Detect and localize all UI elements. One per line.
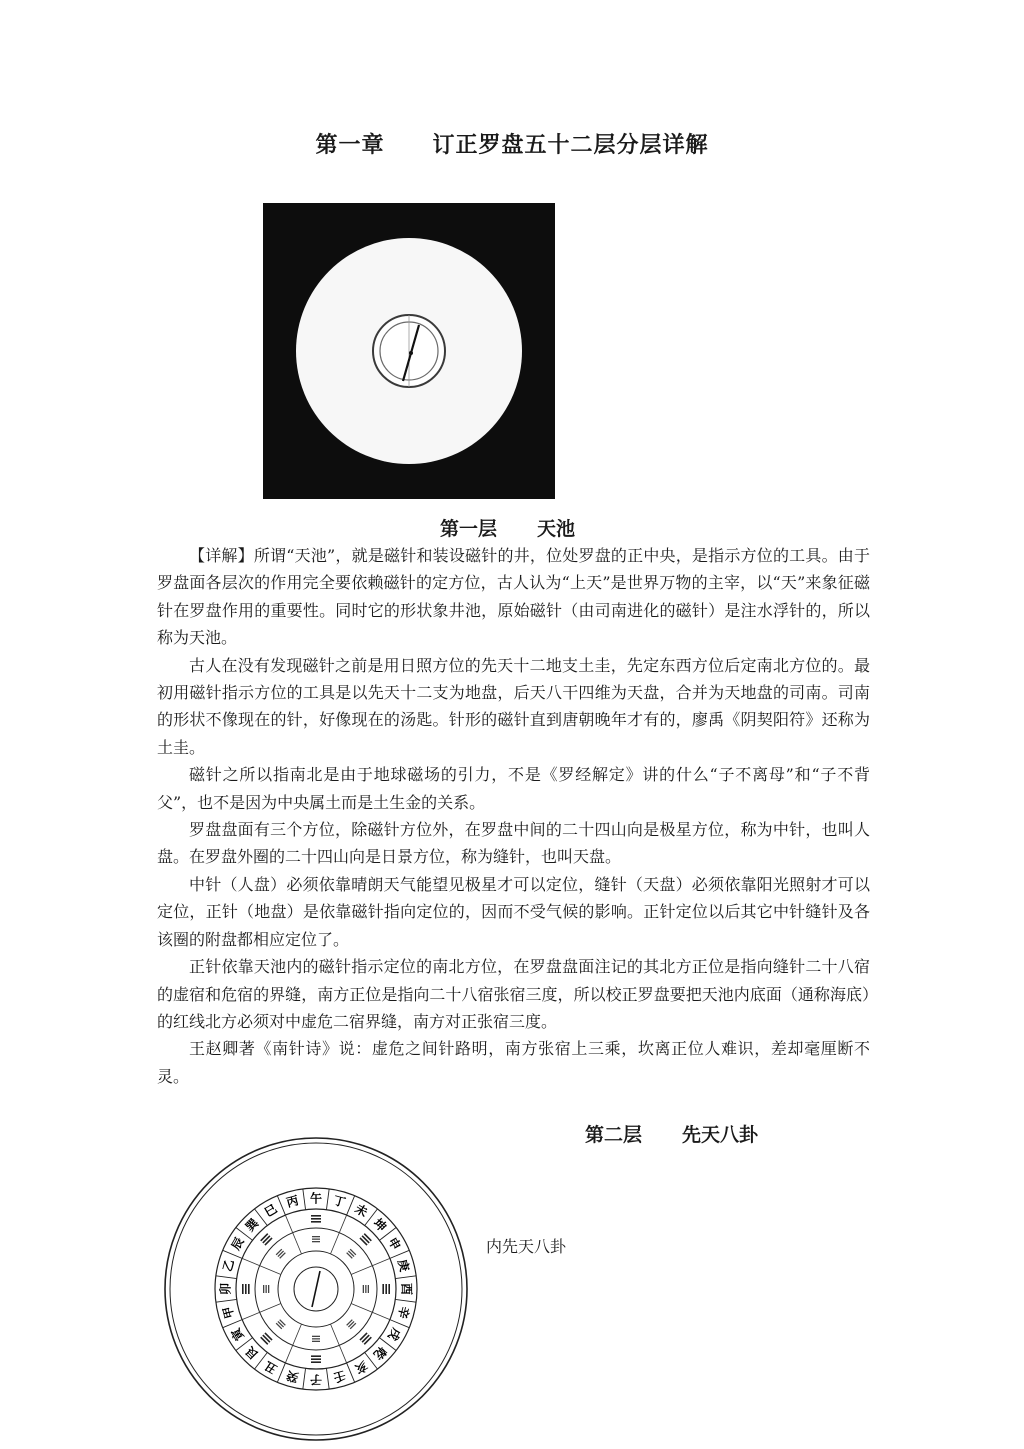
mountain-label: 艮 bbox=[242, 1343, 262, 1363]
mountain-label: 乙 bbox=[220, 1257, 237, 1274]
mountain-label: 午 bbox=[309, 1191, 323, 1206]
xiantian-bagua-figure bbox=[160, 1133, 475, 1449]
inner-trigram-mark bbox=[363, 1285, 369, 1293]
tianchi-compass-image bbox=[263, 203, 555, 499]
inner-trigram-mark bbox=[346, 1319, 356, 1329]
mountain-label: 辰 bbox=[228, 1235, 247, 1253]
trigram-mark bbox=[260, 1332, 272, 1344]
mountain-label: 壬 bbox=[331, 1368, 348, 1385]
paragraph: 正针依靠天池内的磁针指示定位的南北方位，在罗盘盘面注记的其北方正位是指向缝针二十八宿的虚宿和危宿的界缝，南方正位是指向二十八宿张宿三度，所以校正罗盘要把天池内底面（通称海底）的红线北方必须对中虚危二宿界缝，南方对正张宿三度。 bbox=[157, 957, 870, 1031]
bagua-compass-diagram bbox=[160, 1133, 475, 1449]
mountain-label: 巳 bbox=[262, 1201, 280, 1220]
ring-divider bbox=[326, 1368, 329, 1389]
ring-divider bbox=[326, 1189, 329, 1210]
layer2-title bbox=[585, 1120, 758, 1147]
mountain-label: 巽 bbox=[242, 1215, 262, 1235]
inner-trigram-mark bbox=[276, 1249, 286, 1259]
mountain-label: 庚 bbox=[395, 1257, 412, 1274]
mountain-label: 未 bbox=[352, 1201, 370, 1220]
inner-trigram-mark bbox=[346, 1249, 356, 1259]
mountain-label: 乾 bbox=[370, 1343, 390, 1363]
chapter-heading: 订正罗盘五十二层分层详解 bbox=[432, 133, 709, 158]
trigram-mark bbox=[242, 1284, 250, 1294]
layer1-number: 第一层 bbox=[440, 518, 498, 540]
needle bbox=[312, 1271, 320, 1307]
inner-trigram-mark bbox=[312, 1336, 320, 1342]
paragraph: 磁针之所以指南北是由于地球磁场的引力，不是《罗经解定》讲的什么“子不离母”和“子不背父”，也不是因为中央属土而是土生金的关系。 bbox=[157, 765, 870, 812]
layer2-number: 第二层 bbox=[585, 1124, 643, 1146]
ring-divider bbox=[216, 1299, 237, 1302]
mountain-label: 丁 bbox=[331, 1193, 348, 1210]
figure-label: 内先天八卦 bbox=[486, 1237, 567, 1256]
mountain-label: 卯 bbox=[218, 1282, 233, 1296]
layer2-name: 先天八卦 bbox=[682, 1124, 759, 1146]
chapter-title bbox=[0, 128, 1024, 159]
layer1-title bbox=[440, 514, 575, 541]
mountain-label: 申 bbox=[385, 1235, 404, 1253]
ring-divider bbox=[395, 1299, 416, 1302]
ring-divider bbox=[303, 1368, 306, 1389]
mountain-label: 坤 bbox=[370, 1215, 390, 1235]
mountain-label: 亥 bbox=[352, 1358, 370, 1377]
mountain-label: 甲 bbox=[220, 1304, 237, 1321]
ring-divider bbox=[216, 1276, 237, 1279]
trigram-mark bbox=[260, 1233, 272, 1245]
trigram-mark bbox=[359, 1332, 371, 1344]
inner-trigram-mark bbox=[312, 1236, 320, 1242]
mountain-label: 癸 bbox=[284, 1368, 301, 1385]
inner-trigram-mark bbox=[263, 1285, 269, 1293]
mountain-label: 寅 bbox=[228, 1325, 247, 1343]
mountain-label: 辛 bbox=[395, 1304, 412, 1321]
paragraph: 罗盘盘面有三个方位，除磁针方位外，在罗盘中间的二十四山向是极星方位，称为中针，也叫人盘。在罗盘外圈的二十四山向是日景方位，称为缝针，也叫天盘。 bbox=[157, 820, 870, 867]
ring-divider bbox=[395, 1276, 416, 1279]
trigram-mark bbox=[311, 1355, 321, 1363]
paragraph: 【详解】所谓“天池”，就是磁针和装设磁针的井，位处罗盘的正中央，是指示方位的工具。由于罗盘面各层次的作用完全要依赖磁针的定方位，古人认为“上天”是世界万物的主宰，以“天”来象征磁针在罗盘作用的重要性。同时它的形状象井池，原始磁针（由司南进化的磁针）是注水浮针的，所以称为天池。 bbox=[157, 546, 870, 648]
mountain-label: 子 bbox=[309, 1372, 323, 1387]
paragraph: 中针（人盘）必须依靠晴朗天气能望见极星才可以定位，缝针（天盘）必须依靠阳光照射才可以定位，正针（地盘）是依靠磁针指向定位的，因而不受气候的影响。正针定位以后其它中针缝针及各该圈的附盘都相应定位了。 bbox=[157, 874, 870, 949]
layer1-name: 天池 bbox=[537, 518, 576, 540]
paragraph: 古人在没有发现磁针之前是用日照方位的先天十二地支土圭，先定东西方位后定南北方位的。最初用磁针指示方位的工具是以先天十二支为地盘，后天八干四维为天盘，合并为天地盘的司南。司南的形状不像现在的针，好像现在的汤匙。针形的磁针直到唐朝晚年才有的，廖禹《阴契阳符》还称为土圭。 bbox=[157, 655, 870, 757]
mountain-label: 丙 bbox=[284, 1193, 301, 1210]
inner-trigram-mark bbox=[276, 1319, 286, 1329]
mountain-label: 丑 bbox=[262, 1358, 280, 1377]
trigram-mark bbox=[359, 1233, 371, 1245]
mountain-label: 戌 bbox=[385, 1325, 404, 1343]
trigram-mark bbox=[382, 1284, 390, 1294]
mountain-label: 酉 bbox=[399, 1282, 414, 1296]
chapter-number: 第一章 bbox=[315, 133, 385, 158]
tianchi-figure bbox=[263, 203, 555, 499]
trigram-mark bbox=[311, 1215, 321, 1223]
layer1-explanation bbox=[157, 542, 870, 1090]
ring-divider bbox=[303, 1189, 306, 1210]
paragraph: 王赵卿著《南针诗》说：虚危之间针路明，南方张宿上三乘，坎离正位人难识，差却毫厘断不灵。 bbox=[157, 1039, 870, 1086]
